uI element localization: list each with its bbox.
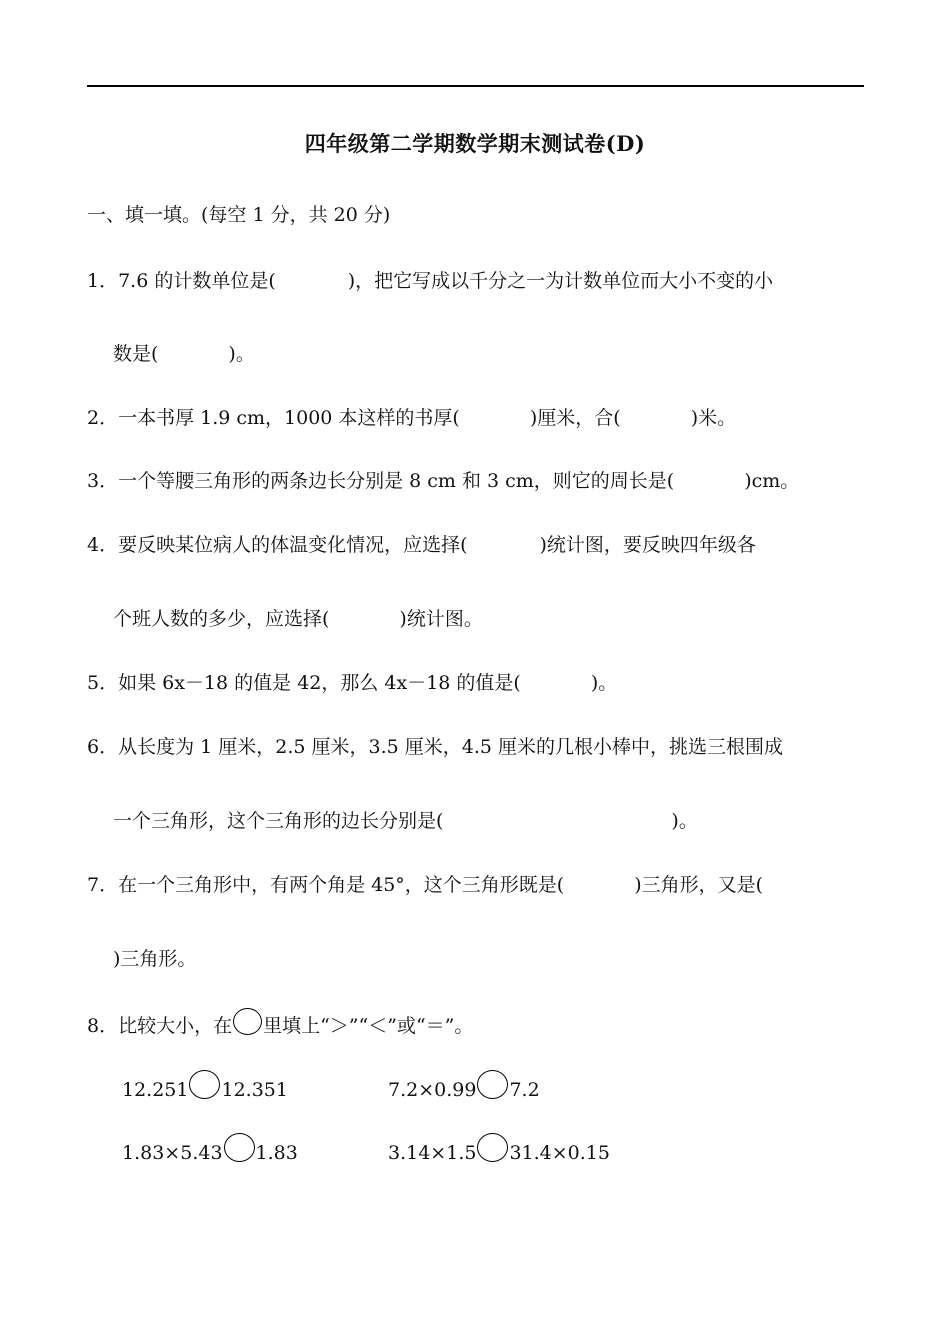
compare-item-4: 3.14×1.5 31.4×0.15	[388, 1133, 610, 1166]
compare-item-2: 7.2×0.99 7.2	[388, 1070, 540, 1103]
compare-circle-input[interactable]	[477, 1133, 508, 1162]
compare-item-3: 1.83×5.43 1.83	[122, 1133, 298, 1166]
section-heading: 一、填一填。(每空 1 分，共 20 分)	[87, 204, 391, 226]
compare-item-1: 12.251 12.351	[122, 1070, 288, 1103]
compare-circle-icon	[233, 1008, 262, 1035]
compare-circle-input[interactable]	[477, 1070, 508, 1099]
question-6-line-2: 一个三角形，这个三角形的边长分别是( )。	[113, 810, 698, 832]
question-7-line-1: 7．在一个三角形中，有两个角是 45°，这个三角形既是( )三角形，又是(	[87, 874, 764, 896]
question-4-line-1: 4．要反映某位病人的体温变化情况，应选择( )统计图，要反映四年级各	[87, 534, 756, 556]
compare-circle-input[interactable]	[224, 1133, 255, 1162]
question-2: 2．一本书厚 1.9 cm，1000 本这样的书厚( )厘米，合( )米。	[87, 407, 737, 429]
question-1-line-1: 1．7.6 的计数单位是( )，把它写成以千分之一为计数单位而大小不变的小	[87, 270, 774, 292]
page-title: 四年级第二学期数学期末测试卷(D)	[304, 131, 646, 156]
question-4-line-2: 个班人数的多少，应选择( )统计图。	[113, 608, 483, 630]
question-1-line-2: 数是( )。	[113, 343, 255, 365]
compare-circle-input[interactable]	[189, 1070, 220, 1099]
header-rule	[87, 85, 864, 87]
question-7-line-2: )三角形。	[113, 948, 197, 970]
question-6-line-1: 6．从长度为 1 厘米，2.5 厘米，3.5 厘米，4.5 厘米的几根小棒中，挑选三根围成	[87, 736, 784, 758]
question-3: 3．一个等腰三角形的两条边长分别是 8 cm 和 3 cm，则它的周长是( )cm。	[87, 470, 800, 492]
question-5: 5．如果 6x－18 的值是 42，那么 4x－18 的值是( )。	[87, 672, 618, 694]
question-8: 8．比较大小，在 里填上“＞”“＜”或“＝”。	[87, 1008, 473, 1039]
